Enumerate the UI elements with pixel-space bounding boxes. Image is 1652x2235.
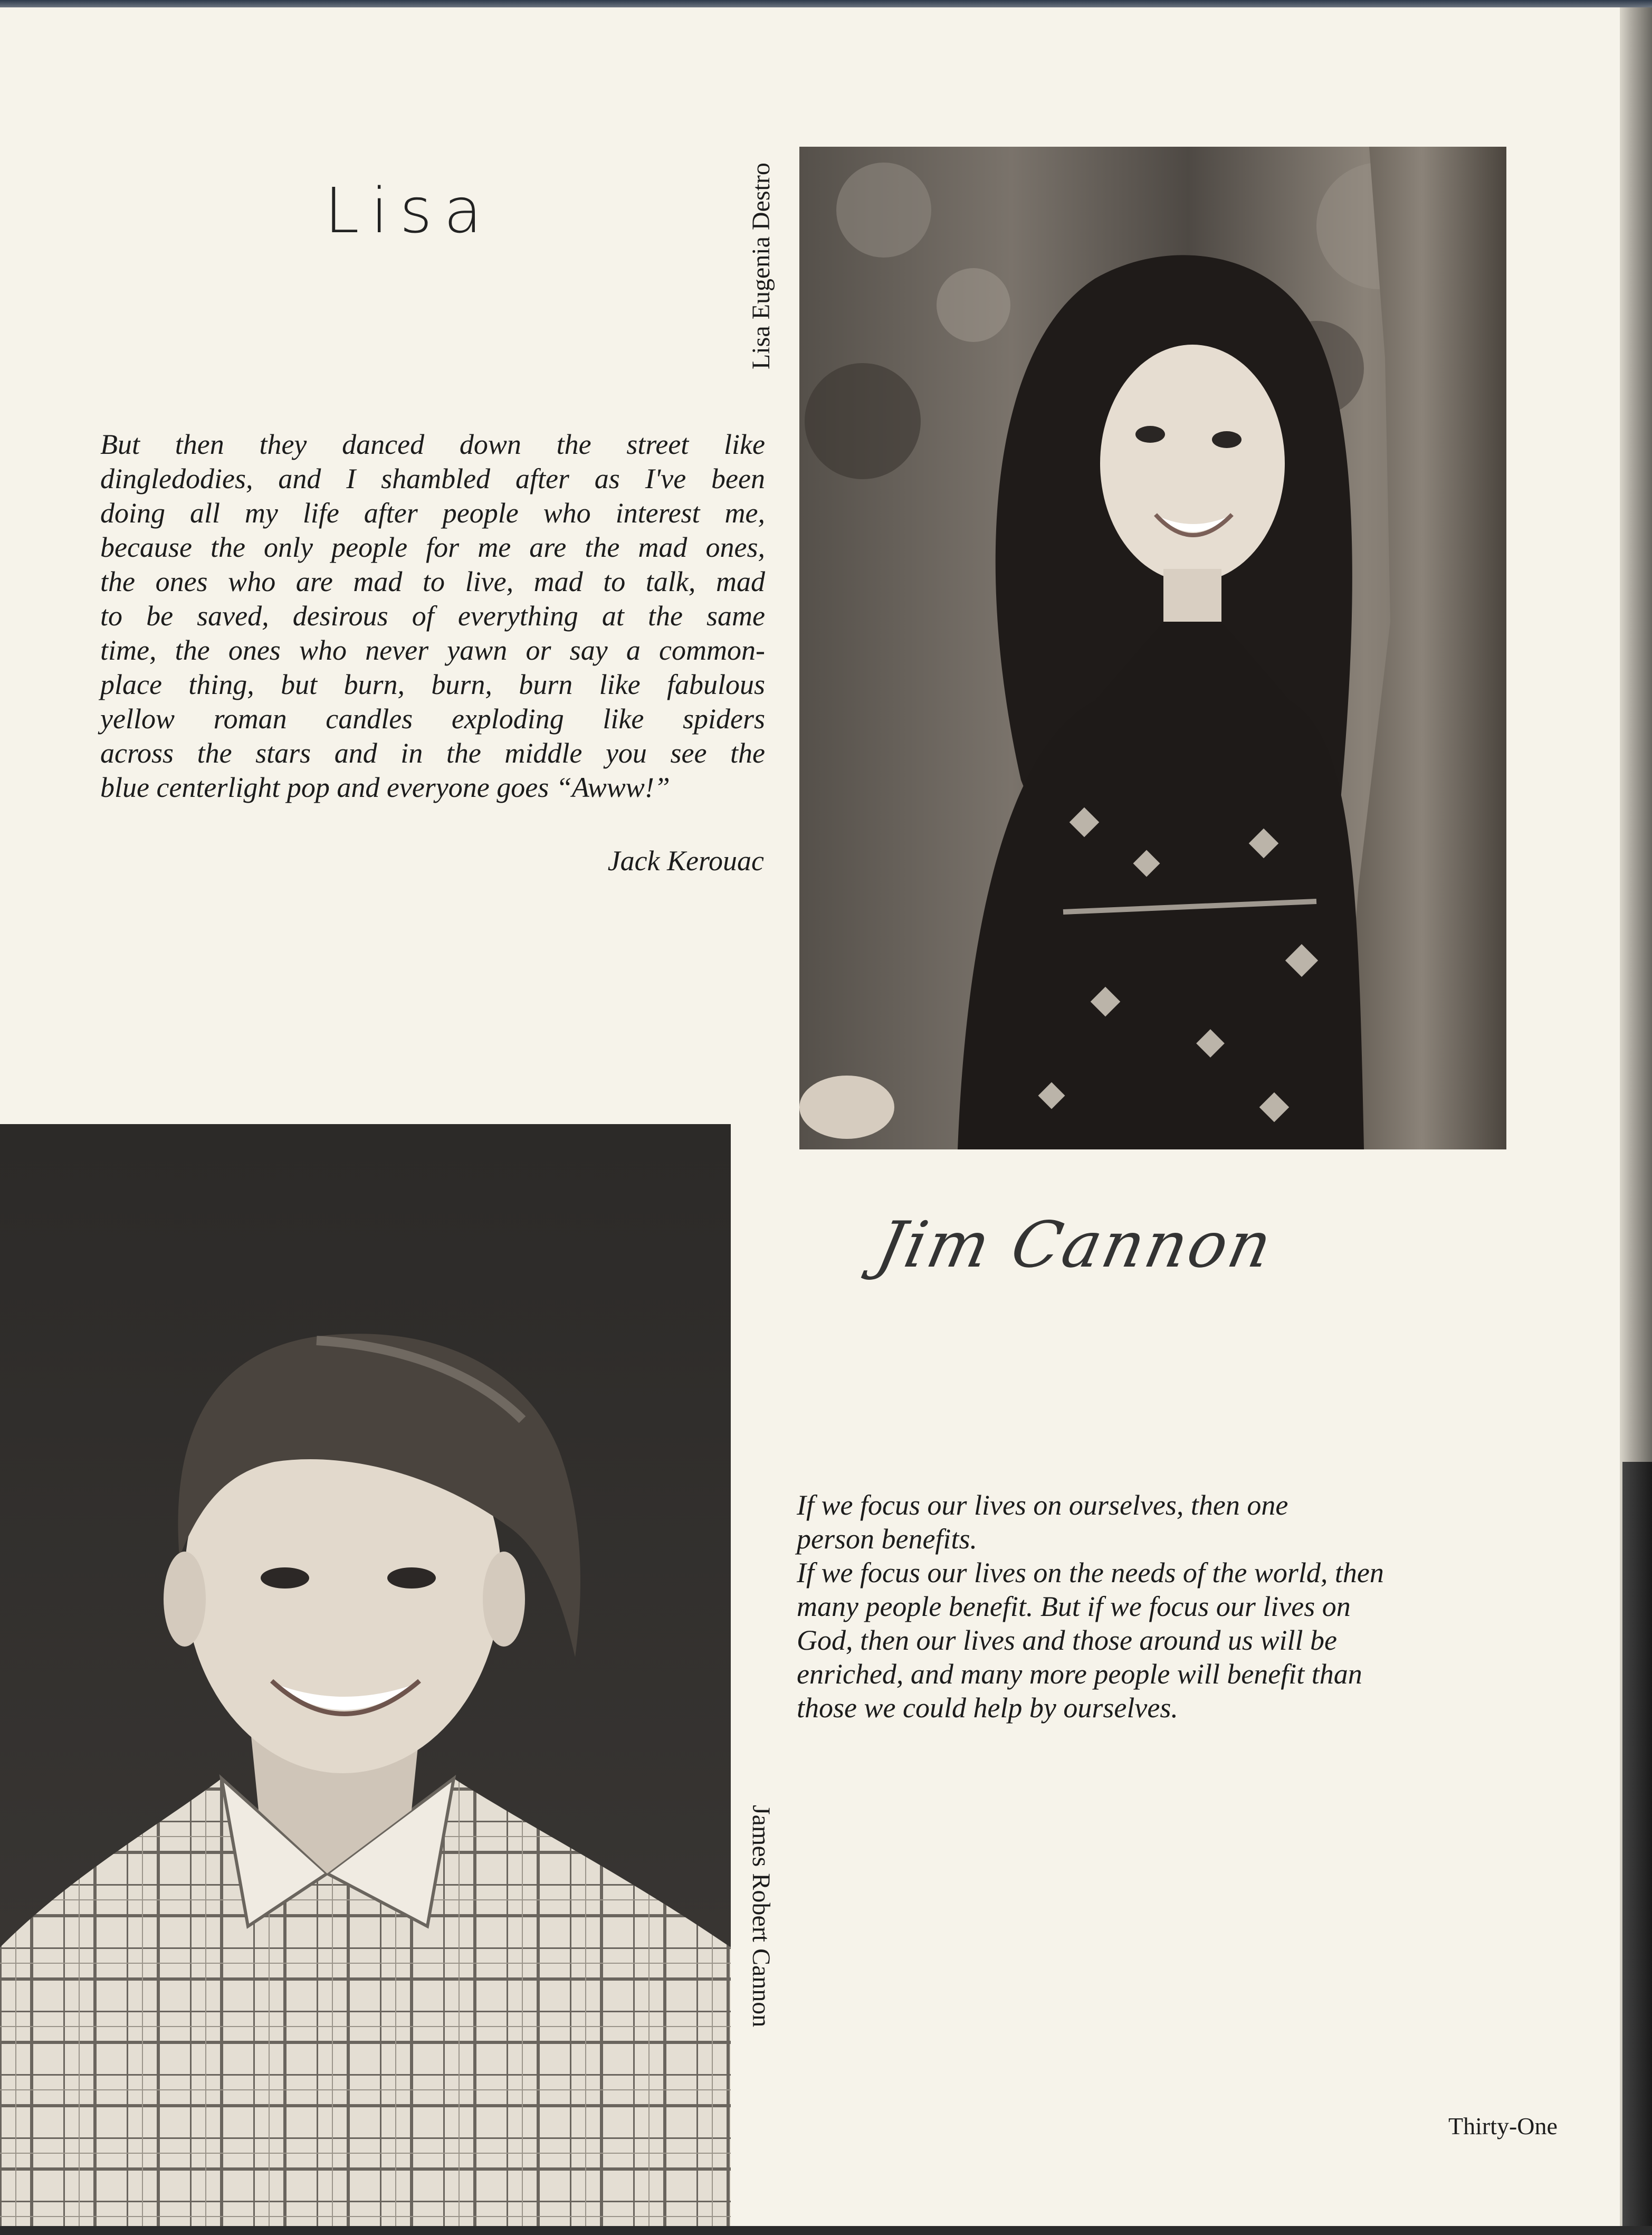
- quote-line: person benefits.: [797, 1523, 977, 1555]
- quote-line: God, then our lives and those around us will be: [797, 1624, 1337, 1656]
- jim-portrait-photo: [0, 1124, 731, 2226]
- quote-line: But then they danced down the street like: [100, 429, 765, 460]
- quote-line: time, the ones who never yawn or say a common-: [100, 634, 765, 666]
- quote-line: doing all my life after people who interest me,: [100, 497, 765, 529]
- quote-line: many people benefit. But if we focus our lives on: [797, 1591, 1351, 1622]
- jim-quote: [797, 1488, 1483, 1725]
- quote-line: across the stars and in the middle you see the: [100, 737, 765, 769]
- quote-line: enriched, and many more people will benefit than: [797, 1658, 1362, 1690]
- lisa-portrait-photo: [799, 147, 1506, 1149]
- quote-line: those we could help by ourselves.: [797, 1692, 1178, 1724]
- lisa-quote: [100, 427, 765, 805]
- quote-line: place thing, but burn, burn, burn like fabulous: [100, 669, 765, 700]
- quote-line: If we focus our lives on ourselves, then one: [797, 1489, 1288, 1521]
- jim-full-name: James Robert Cannon: [747, 1805, 775, 2028]
- page-binding-shadow: [1622, 1462, 1652, 2235]
- quote-line: because the only people for me are the mad ones,: [100, 531, 765, 563]
- jim-signature: Jim Cannon: [871, 1209, 1280, 1282]
- lisa-signature: Lisa: [324, 174, 494, 247]
- quote-line: yellow roman candles exploding like spiders: [100, 703, 765, 735]
- quote-line: the ones who are mad to live, mad to talk, mad: [100, 566, 765, 597]
- page-bottom-edge: [0, 2226, 1652, 2235]
- page-number: Thirty-One: [1448, 2113, 1558, 2139]
- quote-line: to be saved, desirous of everything at the same: [100, 600, 765, 632]
- lisa-portrait-illustration: [799, 147, 1506, 1149]
- page-top-edge: [0, 0, 1652, 7]
- quote-line: blue centerlight pop and everyone goes “Awww!”: [100, 772, 670, 803]
- jim-portrait-illustration: [0, 1124, 731, 2226]
- lisa-full-name: Lisa Eugenia Destro: [747, 163, 775, 369]
- quote-line: dingledodies, and I shambled after as I've been: [100, 463, 765, 494]
- lisa-quote-attribution: Jack Kerouac: [607, 845, 764, 877]
- quote-line: If we focus our lives on the needs of the world, then: [797, 1557, 1384, 1589]
